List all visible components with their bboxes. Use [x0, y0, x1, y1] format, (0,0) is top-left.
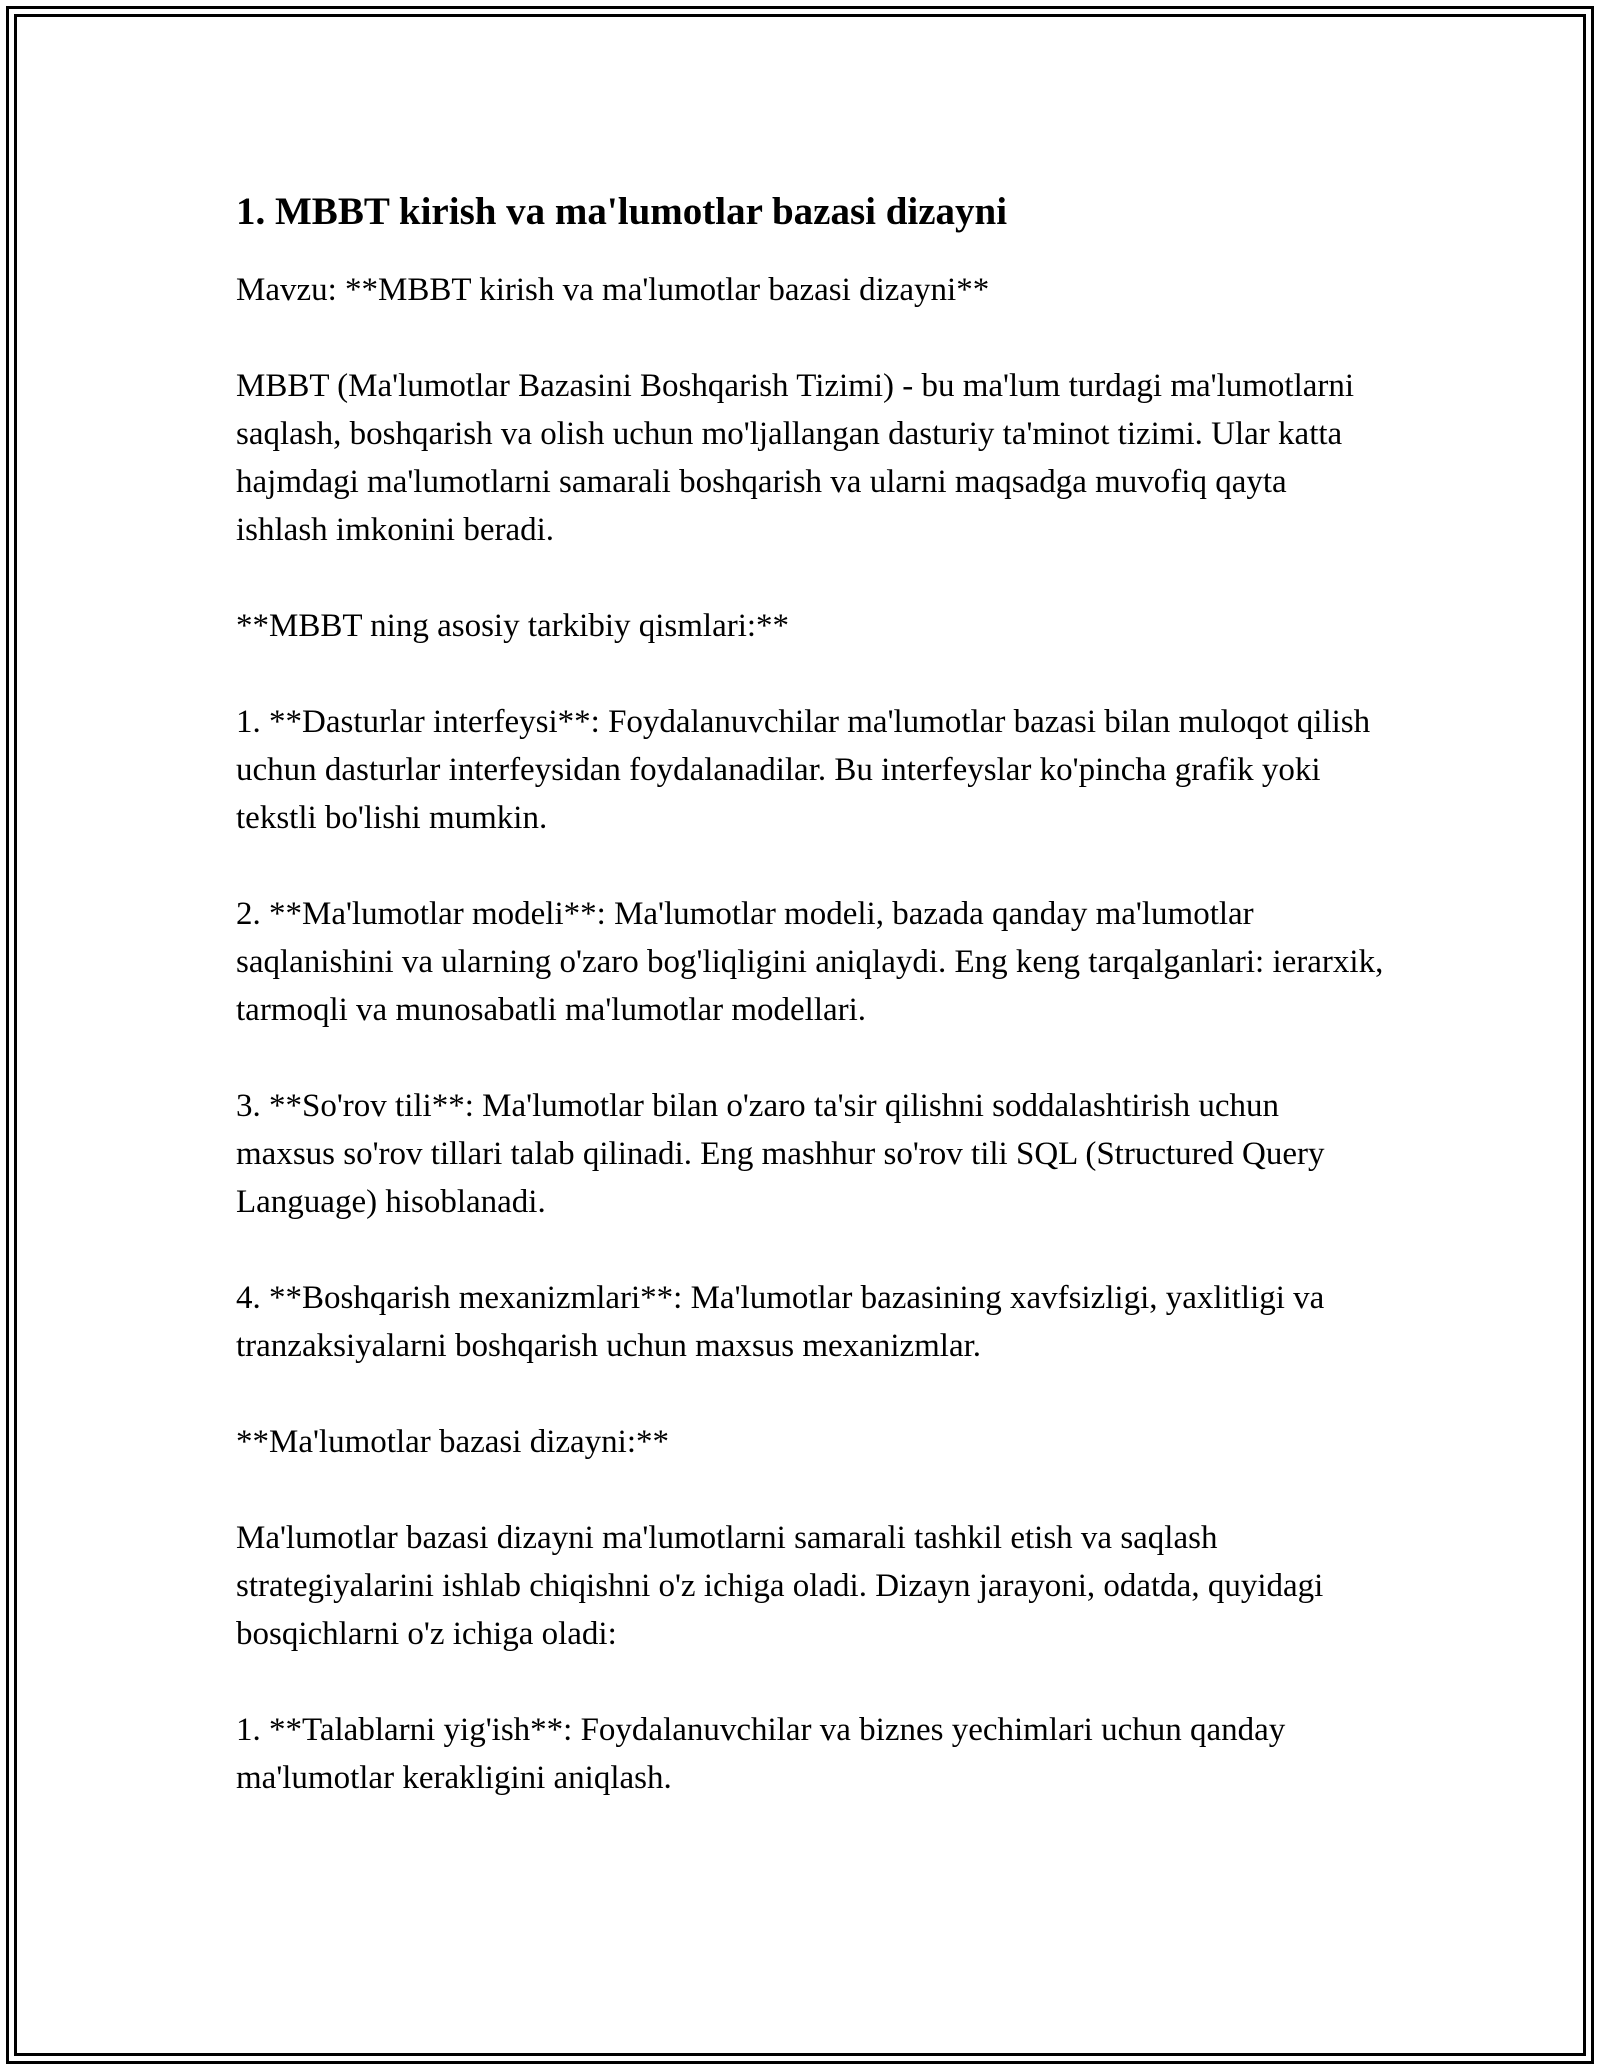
paragraph-item-interface: 1. **Dasturlar interfeysi**: Foydalanuvchilar ma'lumotlar bazasi bilan muloqot qilish uchun dasturlar interfeysidan foydalanadilar. Bu interfeyslar ko'pincha grafik yoki tekstli bo'lishi mumkin.: [236, 704, 1371, 836]
paragraph-design-intro: Ma'lumotlar bazasi dizayni ma'lumotlarni samarali tashkil etish va saqlash strategiyalarini ishlab chiqishni o'z ichiga oladi. Dizayn jarayoni, odatda, quyidagi bosqichlarni o'z ichiga oladi:: [236, 1520, 1324, 1652]
paragraph-item-data-model: 2. **Ma'lumotlar modeli**: Ma'lumotlar modeli, bazada qanday ma'lumotlar saqlanishini va ularning o'zaro bog'liqligini aniqlaydi. Eng keng tarqalganlari: ierarxik, tarmoqli va munosabatli ma'lumotlar modellari.: [236, 896, 1384, 1028]
paragraph-intro: MBBT (Ma'lumotlar Bazasini Boshqarish Tizimi) - bu ma'lum turdagi ma'lumotlarni saqlash, boshqarish va olish uchun mo'ljallangan dasturiy ta'minot tizimi. Ular katta hajmdagi ma'lumotlarni samarali boshqarish va ularni maqsadga muvofiq qayta ishlash imkonini beradi.: [236, 368, 1355, 548]
paragraph-item-requirements: 1. **Talablarni yig'ish**: Foydalanuvchilar va biznes yechimlari uchun qanday ma'lumotlar kerakligini aniqlash.: [236, 1712, 1286, 1796]
subject-line: Mavzu: **MBBT kirish va ma'lumotlar bazasi dizayni**: [236, 272, 990, 308]
document-title: 1. MBBT kirish va ma'lumotlar bazasi dizayni: [236, 190, 1008, 233]
paragraph-item-query-language: 3. **So'rov tili**: Ma'lumotlar bilan o'zaro ta'sir qilishni soddalashtirish uchun maxsus so'rov tillari talab qilinadi. Eng mashhur so'rov tili SQL (Structured Query Language) hisoblanadi.: [236, 1088, 1325, 1220]
paragraph-item-control-mechanisms: 4. **Boshqarish mexanizmlari**: Ma'lumotlar bazasining xavfsizligi, yaxlitligi va tranzaksiyalarni boshqarish uchun maxsus mexanizmlar.: [236, 1280, 1325, 1364]
paragraph-components-heading: **MBBT ning asosiy tarkibiy qismlari:**: [236, 608, 790, 644]
document-body: [236, 186, 1386, 1850]
paragraph-design-heading: **Ma'lumotlar bazasi dizayni:**: [236, 1424, 669, 1460]
